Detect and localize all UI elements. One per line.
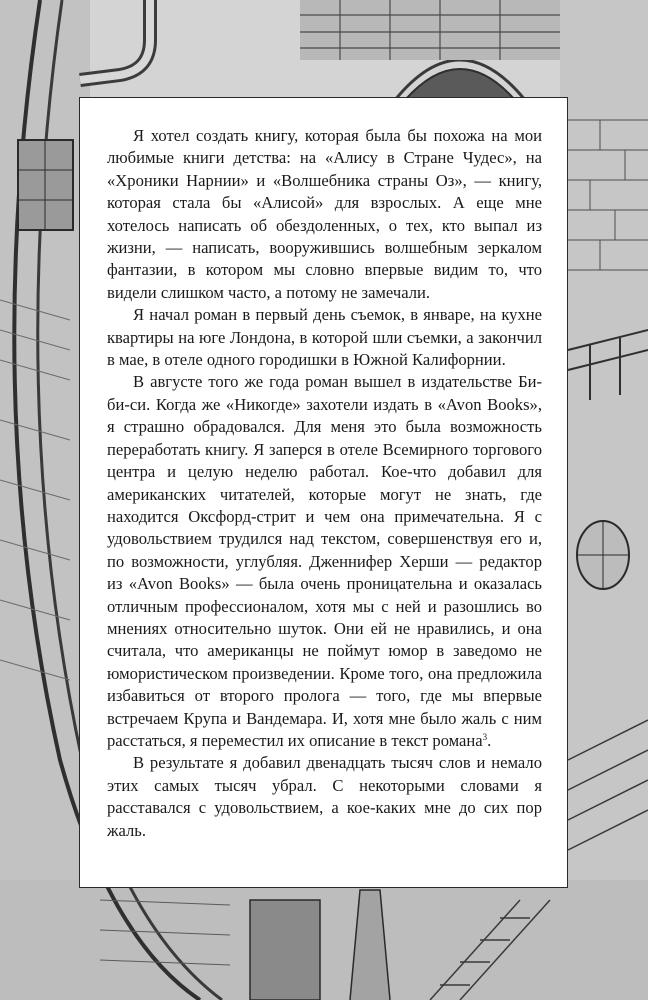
paragraph	[107, 371, 542, 752]
paragraph	[107, 752, 542, 842]
paragraph	[107, 125, 542, 304]
paragraph-text: В августе того же года роман вышел в издательстве Би-би-си. Когда же «Никогде» захотели издать в «Avon Books», я страшно обрадовался. Для меня это была возможность переработать книгу. Я заперся в отеле Всемирного торгового центра и целую неделю работал. Кое-что добавил для американских читателей, которые могут не знать, где находится Оксфорд-стрит и чем она примечательна. Я с удовольствием трудился над текстом, совершенствуя его и, по возможности, углубляя. Дженнифер Херши — редактор из «Avon Books» — была очень проницательна и оказалась отличным профессионалом, хотя мы с ней и разошлись во мнениях относительно шуток. Они ей не нравились, и она считала, что американцы не поймут юмор в заведомо не юмористическом произведении. Кроме того, она предложила избавиться от второго пролога — того, где мы впервые встречаем Крупа и Вандемара. И, хотя мне было жаль с ним расстаться, я переместил их описание в текст романа	[107, 372, 542, 750]
text-panel	[79, 97, 568, 888]
footnote-marker[interactable]: 3	[482, 731, 488, 742]
paragraph-end-dot: .	[487, 730, 492, 750]
paragraph	[107, 304, 542, 371]
paragraph-text: В результате я добавил двенадцать тысяч слов и немало этих самых тысяч убрал. С некоторыми словами я расставался с удовольствием, а кое-каких мне до сих пор жаль.	[107, 753, 542, 840]
paragraph-text: Я хотел создать книгу, которая была бы похожа на мои любимые книги детства: на «Алису в Стране Чудес», на «Хроники Нарнии» и «Волшебника страны Оз», — книгу, которая стала бы «Алисой» для взрослых. А еще мне хотелось написать об обездоленных, о тех, кто выпал из жизни, — написать, вооружившись волшебным зеркалом фантазии, в котором мы словно впервые видим то, что видели слишком часто, а потому не замечали.	[107, 126, 542, 302]
paragraph-text: Я начал роман в первый день съемок, в январе, на кухне квартиры на юге Лондона, в которой шли съемки, а закончил в мае, в отеле одного городишки в Южной Калифорнии.	[107, 305, 542, 370]
